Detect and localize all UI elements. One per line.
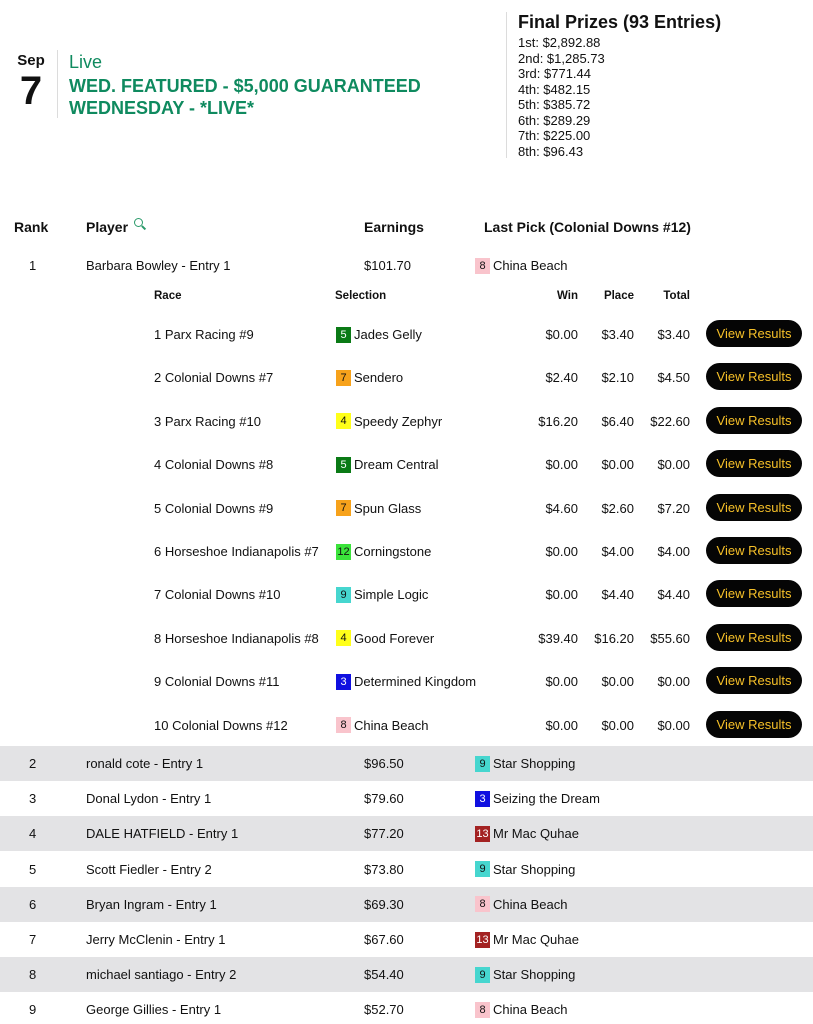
race-name: 6 Horseshoe Indianapolis #7 — [154, 544, 319, 559]
total-amount: $22.60 — [650, 413, 690, 429]
race-name: 5 Colonial Downs #9 — [154, 500, 274, 516]
last-pick — [475, 790, 600, 807]
race-name: 10 Colonial Downs #12 — [154, 717, 288, 733]
event-title-line1: WED. FEATURED - $5,000 GUARANTEED — [69, 76, 421, 96]
program-number-badge: 13 — [476, 933, 489, 946]
event-day: 7 — [19, 69, 43, 113]
col-player — [86, 219, 146, 235]
player-name: ronald cote - Entry 1 — [86, 756, 204, 771]
race-row — [0, 363, 813, 391]
program-number-badge: 7 — [336, 500, 351, 516]
selection — [336, 543, 431, 560]
race-name: 8 Horseshoe Indianapolis #8 — [154, 630, 319, 646]
view-results-button[interactable]: View Results — [706, 494, 802, 521]
player-name: George Gillies - Entry 1 — [86, 1002, 222, 1018]
col-earnings: Earnings — [364, 219, 424, 235]
horse-name: China Beach — [493, 896, 568, 912]
program-number-badge: 3 — [475, 791, 490, 807]
view-results-button[interactable]: View Results — [706, 711, 802, 738]
race-row — [0, 711, 813, 739]
leaderboard-row[interactable] — [0, 957, 813, 992]
win-amount: $0.00 — [545, 587, 578, 603]
program-number-badge: 4 — [336, 413, 351, 429]
race-row — [0, 537, 813, 565]
last-pick — [475, 931, 579, 948]
program-number-badge: 7 — [336, 370, 351, 386]
event-info — [69, 52, 421, 119]
horse-name: Sendero — [354, 370, 404, 386]
player-name: Scott Fiedler - Entry 2 — [86, 861, 212, 877]
last-pick — [475, 861, 575, 878]
horse-name: Simple Logic — [354, 587, 429, 603]
race-row — [0, 407, 813, 435]
place-amount: $4.40 — [601, 587, 634, 603]
earnings: $54.40 — [364, 967, 404, 983]
horse-name: Star Shopping — [493, 756, 576, 772]
program-number-badge: 9 — [475, 861, 490, 877]
horse-name: Star Shopping — [493, 967, 576, 983]
leaderboard-row[interactable] — [0, 781, 813, 816]
program-number-badge: 4 — [336, 630, 351, 646]
player-name: michael santiago - Entry 2 — [86, 967, 237, 983]
view-results-button[interactable]: View Results — [706, 320, 802, 347]
search-icon[interactable] — [134, 218, 146, 230]
selection — [336, 673, 476, 690]
total-amount: $4.50 — [657, 370, 690, 386]
horse-name: Seizing the Dream — [493, 791, 600, 807]
last-pick — [475, 755, 575, 772]
selection — [336, 630, 434, 647]
total-amount: $7.20 — [657, 500, 690, 516]
player-name: DALE HATFIELD - Entry 1 — [86, 826, 239, 842]
earnings: $96.50 — [364, 756, 404, 771]
place-amount: $0.00 — [601, 717, 634, 733]
leaderboard-row[interactable] — [0, 922, 813, 957]
selection — [336, 717, 428, 734]
selection — [336, 413, 442, 430]
program-number-badge: 5 — [336, 457, 351, 473]
earnings: $77.20 — [364, 826, 404, 842]
race-name: 2 Colonial Downs #7 — [154, 370, 274, 386]
event-date — [14, 52, 48, 111]
program-number-badge: 8 — [475, 258, 490, 274]
program-number-badge: 3 — [336, 674, 351, 690]
sub-col-place: Place — [603, 290, 634, 302]
race-row — [0, 450, 813, 478]
race-row — [0, 494, 813, 522]
player-name: Barbara Bowley - Entry 1 — [86, 258, 231, 273]
prize-line: 2nd: $1,285.73 — [518, 50, 605, 66]
leaderboard-row[interactable] — [0, 852, 813, 887]
place-amount: $2.60 — [601, 500, 634, 516]
total-amount: $55.60 — [650, 630, 690, 646]
last-pick — [475, 825, 579, 842]
player-name: Jerry McClenin - Entry 1 — [86, 932, 226, 947]
last-pick — [475, 966, 575, 983]
rank: 1 — [29, 258, 37, 273]
place-amount: $3.40 — [601, 327, 634, 342]
sub-col-win: Win — [557, 290, 578, 302]
event-title-line2: WEDNESDAY - *LIVE* — [69, 98, 255, 118]
leaderboard-row-leader[interactable] — [0, 252, 813, 278]
total-amount: $0.00 — [657, 674, 690, 690]
race-name: 3 Parx Racing #10 — [154, 413, 261, 429]
rank: 6 — [29, 896, 37, 912]
program-number-badge: 9 — [475, 967, 490, 983]
sub-col-total: Total — [663, 290, 690, 302]
program-number-badge: 9 — [475, 756, 490, 772]
leaderboard-row[interactable] — [0, 816, 813, 851]
place-amount: $6.40 — [601, 413, 634, 429]
program-number-badge: 8 — [475, 896, 490, 912]
prizes-divider — [506, 12, 507, 158]
earnings: $67.60 — [364, 932, 404, 947]
place-amount: $16.20 — [594, 630, 634, 646]
total-amount: $4.00 — [657, 544, 690, 559]
horse-name: Speedy Zephyr — [354, 413, 443, 429]
horse-name: China Beach — [493, 258, 568, 274]
win-amount: $0.00 — [545, 717, 578, 733]
event-month: Sep — [17, 52, 45, 69]
program-number-badge: 9 — [336, 587, 351, 603]
race-row — [0, 320, 813, 348]
race-name: 1 Parx Racing #9 — [154, 327, 254, 342]
race-name: 7 Colonial Downs #10 — [154, 587, 281, 603]
horse-name: Mr Mac Quhae — [493, 932, 579, 948]
horse-name: Star Shopping — [493, 861, 576, 877]
prize-line: 3rd: $771.44 — [518, 66, 592, 81]
rank: 8 — [29, 967, 37, 983]
col-rank: Rank — [14, 219, 49, 235]
selection — [336, 326, 422, 343]
selection — [336, 456, 439, 473]
total-amount: $3.40 — [657, 327, 690, 342]
rank: 7 — [29, 932, 37, 947]
race-row — [0, 580, 813, 608]
rank: 2 — [29, 756, 37, 771]
player-name: Bryan Ingram - Entry 1 — [86, 896, 217, 912]
horse-name: China Beach — [354, 717, 429, 733]
horse-name: Corningstone — [354, 544, 432, 560]
win-amount: $16.20 — [538, 413, 578, 429]
place-amount: $2.10 — [601, 370, 634, 386]
race-row — [0, 667, 813, 695]
last-pick — [475, 257, 567, 274]
program-number-badge: 12 — [337, 545, 350, 558]
earnings: $69.30 — [364, 896, 404, 912]
horse-name: Spun Glass — [354, 500, 422, 516]
leaderboard-row[interactable] — [0, 992, 813, 1024]
header-divider — [57, 50, 58, 118]
view-results-button[interactable]: View Results — [706, 667, 802, 694]
race-row — [0, 624, 813, 652]
program-number-badge: 8 — [475, 1002, 490, 1018]
win-amount: $0.00 — [545, 674, 578, 690]
program-number-badge: 5 — [336, 327, 351, 343]
view-results-button[interactable]: View Results — [706, 363, 802, 390]
view-results-button[interactable]: View Results — [706, 624, 802, 651]
prizes-title: Final Prizes (93 Entries) — [518, 12, 722, 32]
race-name: 4 Colonial Downs #8 — [154, 457, 274, 473]
earnings: $73.80 — [364, 861, 404, 877]
selection — [336, 369, 403, 386]
view-results-button[interactable]: View Results — [706, 450, 802, 477]
place-amount: $0.00 — [601, 674, 634, 690]
horse-name: Dream Central — [354, 457, 439, 473]
earnings: $79.60 — [364, 791, 404, 807]
prize-line: 7th: $225.00 — [518, 128, 591, 143]
event-status: Live — [69, 52, 103, 72]
place-amount: $0.00 — [601, 457, 634, 473]
selection — [336, 500, 421, 517]
total-amount: $4.40 — [657, 587, 690, 603]
leaderboard-row[interactable] — [0, 887, 813, 922]
horse-name: Jades Gelly — [354, 327, 422, 343]
race-details-header — [0, 290, 813, 308]
prize-list — [518, 35, 721, 159]
program-number-badge: 8 — [336, 717, 351, 733]
prize-line: 5th: $385.72 — [518, 97, 591, 112]
prize-line: 8th: $96.43 — [518, 143, 584, 159]
last-pick — [475, 1001, 567, 1018]
view-results-button[interactable]: View Results — [706, 407, 802, 434]
view-results-button[interactable]: View Results — [706, 580, 802, 607]
selection — [336, 586, 428, 603]
sub-col-race: Race — [154, 290, 182, 302]
place-amount: $4.00 — [601, 544, 634, 559]
win-amount: $39.40 — [538, 630, 578, 646]
earnings: $52.70 — [364, 1002, 404, 1018]
earnings: $101.70 — [364, 258, 411, 273]
prize-line: 1st: $2,892.88 — [518, 35, 601, 50]
horse-name: Good Forever — [354, 630, 435, 646]
horse-name: China Beach — [493, 1002, 568, 1018]
horse-name: Determined Kingdom — [354, 674, 477, 690]
win-amount: $0.00 — [545, 327, 578, 342]
total-amount: $0.00 — [657, 457, 690, 473]
col-player-label: Player — [86, 219, 129, 235]
total-amount: $0.00 — [657, 717, 690, 733]
final-prizes — [518, 12, 721, 159]
player-name: Donal Lydon - Entry 1 — [86, 791, 212, 807]
prize-line: 6th: $289.29 — [518, 112, 591, 128]
program-number-badge: 13 — [476, 827, 489, 840]
prize-line: 4th: $482.15 — [518, 81, 591, 97]
col-last-pick: Last Pick (Colonial Downs #12) — [484, 219, 691, 235]
last-pick — [475, 896, 567, 913]
win-amount: $0.00 — [545, 457, 578, 473]
win-amount: $4.60 — [545, 500, 578, 516]
view-results-button[interactable]: View Results — [706, 537, 802, 564]
leaderboard-row[interactable] — [0, 746, 813, 781]
win-amount: $2.40 — [545, 370, 578, 386]
rank: 3 — [29, 791, 37, 807]
race-name: 9 Colonial Downs #11 — [154, 674, 280, 690]
rank: 9 — [29, 1002, 37, 1018]
rank: 4 — [29, 826, 37, 842]
sub-col-selection: Selection — [335, 290, 387, 302]
horse-name: Mr Mac Quhae — [493, 826, 579, 842]
win-amount: $0.00 — [545, 544, 578, 559]
rank: 5 — [29, 861, 37, 877]
